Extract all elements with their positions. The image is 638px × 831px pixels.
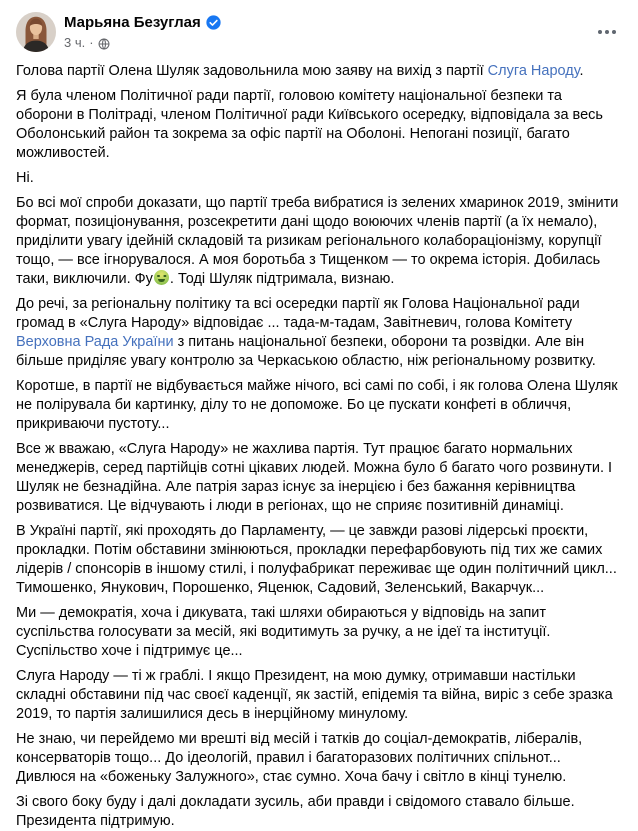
post-text: Коротше, в партії не відбувається майже нічого, всі самі по собі, і як голова Олена Шуляк не полірувала би картинку, ділу то не допоможе. Бо це пускати конфеті в обличчя, прикриваючи пустоту...	[16, 378, 618, 432]
more-options-button[interactable]	[592, 20, 622, 44]
post-paragraph	[16, 793, 622, 831]
meta-separator: ·	[89, 35, 94, 50]
post-header	[16, 12, 622, 52]
post-paragraph	[16, 295, 622, 371]
post-text: Суспільство хоче і підтримує це...	[16, 643, 243, 659]
post-meta	[64, 35, 221, 51]
post-text: Голова партії Олена Шуляк задовольнила мою заяву на вихід з партії	[16, 63, 488, 79]
post-text: Ні.	[16, 170, 34, 186]
post-paragraph	[16, 62, 622, 81]
post-text: . Тоді Шуляк підтримала, визнаю.	[169, 271, 395, 287]
post-header-text	[64, 12, 221, 51]
nauseated-face-emoji-icon	[154, 270, 169, 285]
post-paragraph	[16, 667, 622, 724]
profile-photo-woman-icon	[16, 12, 56, 52]
post-text: Ми — демократія, хоча і дикувата, такі шляхи обираються у відповідь на запит суспільства голосувати за месій, які водитимуть за ручку, а не ідеї та інституції.	[16, 605, 551, 640]
post-paragraph	[16, 730, 622, 787]
post-text: Не знаю, чи перейдемо ми врешті від месій і татків до соціал-демократів, лібералів, консерваторів тощо... До ідеологій, правил і багаторазових політичних спільнот... Дивлюся на «боженьку Залужного», стає сумно. Хоча бачу і світло в кінці тунелю.	[16, 731, 583, 785]
post-paragraph	[16, 169, 622, 188]
timestamp[interactable]: 3 ч.	[64, 35, 86, 50]
post-text: Я була членом Політичної ради партії, головою комітету національної безпеки та оборони в Політраді, членом Політичної ради Київського осередку, відповідала за весь Оболонський район та зокрема за офіс партії на Оболоні. Непогані позиції, багато можливостей.	[16, 88, 603, 161]
three-dots-icon	[598, 30, 602, 34]
post-text: Президента підтримую.	[16, 813, 175, 829]
author-name[interactable]: Марьяна Безуглая	[64, 14, 201, 31]
post-text: В Україні партії, які проходять до Парламенту, — це завжди разові лідерські проєкти, прокладки. Потім обставини змінюються, прокладки перефарбовують під тих же самих лідерів / спонсорів в іншому стилі, і полуфабрикат переживає ще один політичний цикл...	[16, 523, 617, 577]
post-text: з питань національної безпеки, оборони та розвідки. Але він більше приділяє увагу контролю за Черкаською областю, ніж регіональному розвитку.	[16, 334, 596, 369]
inline-page-link[interactable]: Слуга Народу	[487, 63, 580, 79]
post-paragraph	[16, 377, 622, 434]
post-paragraph	[16, 87, 622, 163]
post-text: .	[579, 63, 584, 79]
post-text: Зі свого боку буду і далі докладати зусиль, аби правди і свідомого ставало більше.	[16, 794, 575, 810]
post-text: Слуга Народу — ті ж граблі. І якщо Президент, на мою думку, отримавши настільки складні обставини під час своєї каденції, як застій, епідемія та війна, виріс з себе зразка 2019, то партія залишилися десь в інерційному минулому.	[16, 668, 613, 722]
post-paragraph	[16, 194, 622, 289]
post-text: Все ж вважаю, «Слуга Народу» не жахлива партія. Тут працює багато нормальних менеджерів, серед партійців сотні цікавих людей. Можна було б багато чого розвинути. І Шуляк не безнадійна. Але патрія зараз існує за інерцією і без бажання керівництва розвиватися. Це відчувають і люди в регіонах, що не сприяє позитивній динаміці.	[16, 441, 613, 514]
post-paragraph	[16, 522, 622, 598]
avatar[interactable]	[16, 12, 56, 52]
post-text: Бо всі мої спроби доказати, що партії треба вибратися із зелених хмаринок 2019, змінити формат, позиціонування, розсекретити дані щодо воюючих членів партії (а їх немало), приділити увагу ідейній складовій та ризикам регіонального колабораціонізму, корупції тощо, — все ігнорувалося. А моя боротьба з Тищенком — то окрема історія. Добилась таки, виключили. Фу	[16, 195, 619, 287]
post-paragraph	[16, 440, 622, 516]
globe-public-icon	[98, 38, 110, 50]
post-paragraph	[16, 604, 622, 661]
post-text: Тимошенко, Янукович, Порошенко, Яценюк, Садовий, Зеленський, Вакарчук...	[16, 580, 545, 596]
post-text: До речі, за регіональну політику та всі осередки партії як Голова Національної ради громад в «Слуга Народу» відповідає ... тада-м-тадам, Завітневич, голова Комітету	[16, 296, 580, 331]
inline-page-link[interactable]: Верховна Рада України	[16, 334, 174, 350]
post-content	[16, 62, 622, 831]
verified-badge-icon	[206, 15, 221, 30]
